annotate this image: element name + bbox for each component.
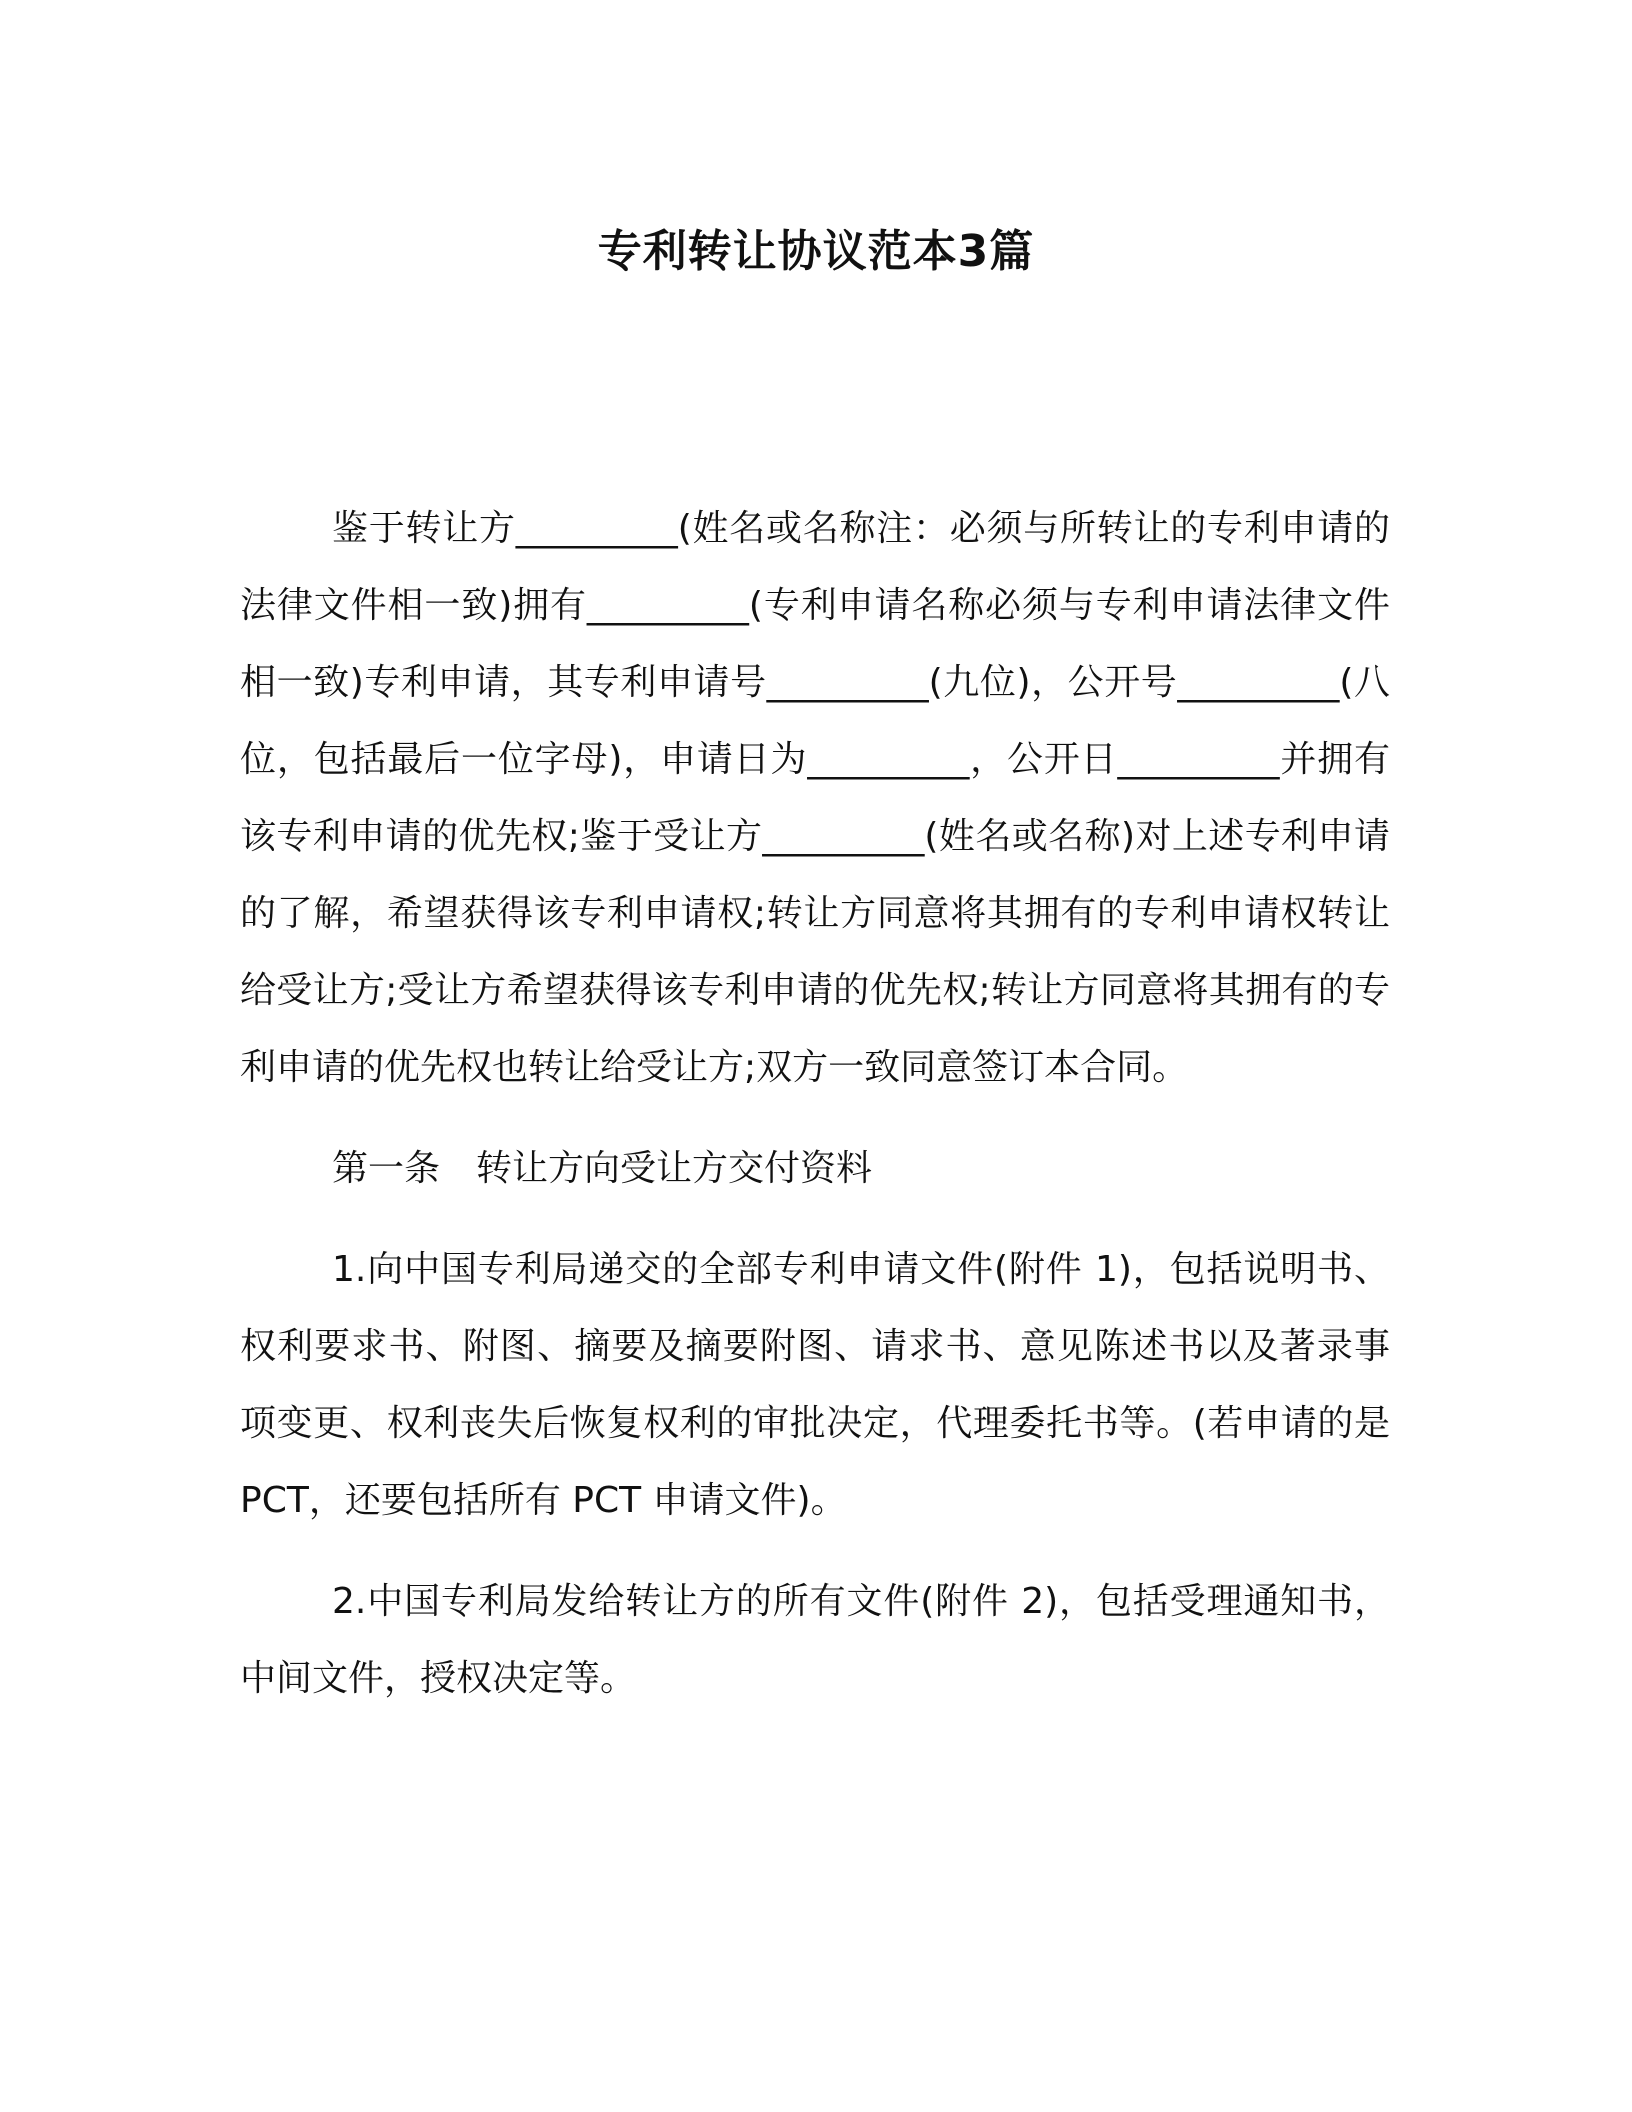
document-title: 专利转让协议范本3篇 — [597, 226, 1035, 277]
paragraph-item-1: 1.向中国专利局递交的全部专利申请文件(附件 1)，包括说明书、权利要求书、附图、摘要及摘要附图、请求书、意见陈述书以及著录事项变更、权利丧失后恢复权利的审批决定，代理委托书等。(若申请的是 PCT，还要包括所有 PCT 申请文件)。 — [240, 1249, 1390, 1521]
paragraph-item-2: 2.中国专利局发给转让方的所有文件(附件 2)，包括受理通知书，中间文件，授权决定等。 — [240, 1581, 1390, 1699]
document-body — [240, 490, 1390, 1717]
paragraph-preamble: 鉴于转让方_________(姓名或名称注：必须与所转让的专利申请的法律文件相一致)拥有_________(专利申请名称必须与专利申请法律文件相一致)专利申请，其专利申请号_________(九位)，公开号_________(八位，包括最后一位字母)，申请日为_________，公开日_________并拥有该专利申请的优先权;鉴于受让方_________(姓名或名称)对上述专利申请的了解，希望获得该专利申请权;转让方同意将其拥有的专利申请权转让给受让方;受让方希望获得该专利申请的优先权;转让方同意将其拥有的专利申请的优先权也转让给受让方;双方一致同意签订本合同。 — [240, 508, 1390, 1088]
article-heading: 第一条 转让方向受让方交付资料 — [332, 1148, 873, 1189]
